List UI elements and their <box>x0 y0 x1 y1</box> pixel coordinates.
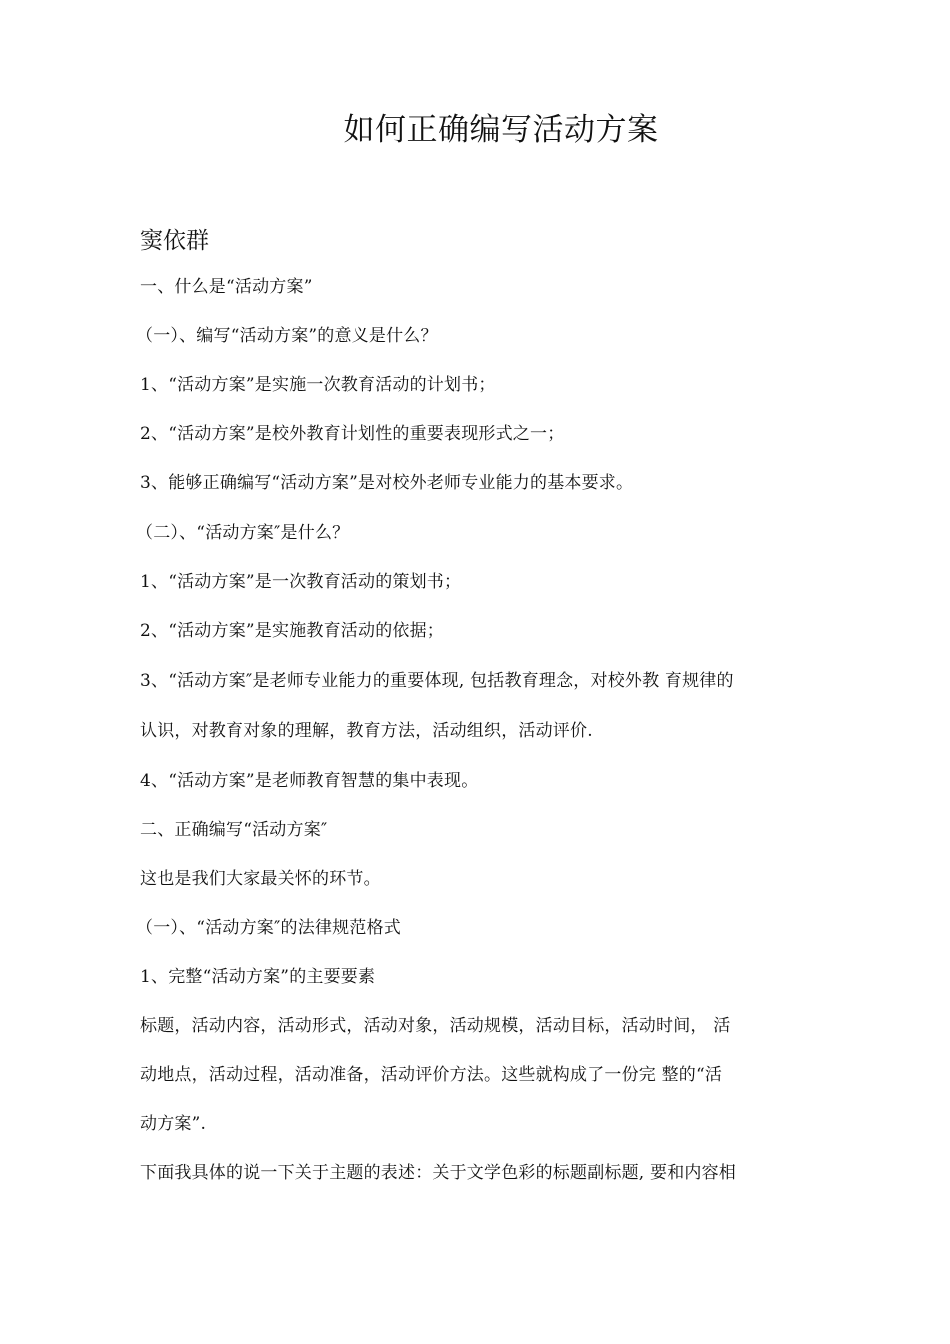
paragraph-line: 1、“活动方案”是一次教育活动的策划书； <box>140 572 462 592</box>
paragraph-line: 动地点，活动过程，活动准备，活动评价方法。这些就构成了一份完 整的“活 <box>140 1065 723 1085</box>
author-name: 窦依群 <box>140 228 209 254</box>
paragraph-line: 3、能够正确编写“活动方案”是对校外老师专业能力的基本要求。 <box>140 473 634 493</box>
paragraph-line: 动方案”. <box>140 1114 207 1134</box>
paragraph-line: 4、“活动方案”是老师教育智慧的集中表现。 <box>140 771 479 791</box>
paragraph-line: 2、“活动方案”是校外教育计划性的重要表现形式之一； <box>140 424 565 444</box>
paragraph-line: 标题，活动内容，活动形式，活动对象，活动规模，活动目标，活动时间， 活 <box>140 1016 731 1036</box>
paragraph-line: 1、完整“活动方案”的主要要素 <box>140 967 376 987</box>
paragraph-line: 认识，对教育对象的理解，教育方法，活动组织，活动评价. <box>140 721 593 741</box>
paragraph-line: 1、“活动方案”是实施一次教育活动的计划书； <box>140 375 496 395</box>
heading-section-2: 二、正确编写“活动方案″ <box>140 820 328 840</box>
heading-section-1: 一、什么是“活动方案” <box>140 277 313 297</box>
subheading-2-1: （一）、“活动方案″的法律规范格式 <box>136 918 401 938</box>
paragraph-line: 下面我具体的说一下关于主题的表述：关于文学色彩的标题副标题, 要和内容相 <box>140 1163 737 1183</box>
subheading-1-2: （二）、“活动方案″是什么？ <box>136 523 350 543</box>
paragraph-line: 这也是我们大家最关怀的环节。 <box>140 869 381 889</box>
document-title: 如何正确编写活动方案 <box>343 112 659 148</box>
paragraph-line: 3、“活动方案″是老师专业能力的重要体现, 包括教育理念，对校外教 育规律的 <box>140 671 734 691</box>
subheading-1-1: （一）、编写“活动方案”的意义是什么？ <box>136 326 438 346</box>
paragraph-line: 2、“活动方案”是实施教育活动的依据； <box>140 621 444 641</box>
